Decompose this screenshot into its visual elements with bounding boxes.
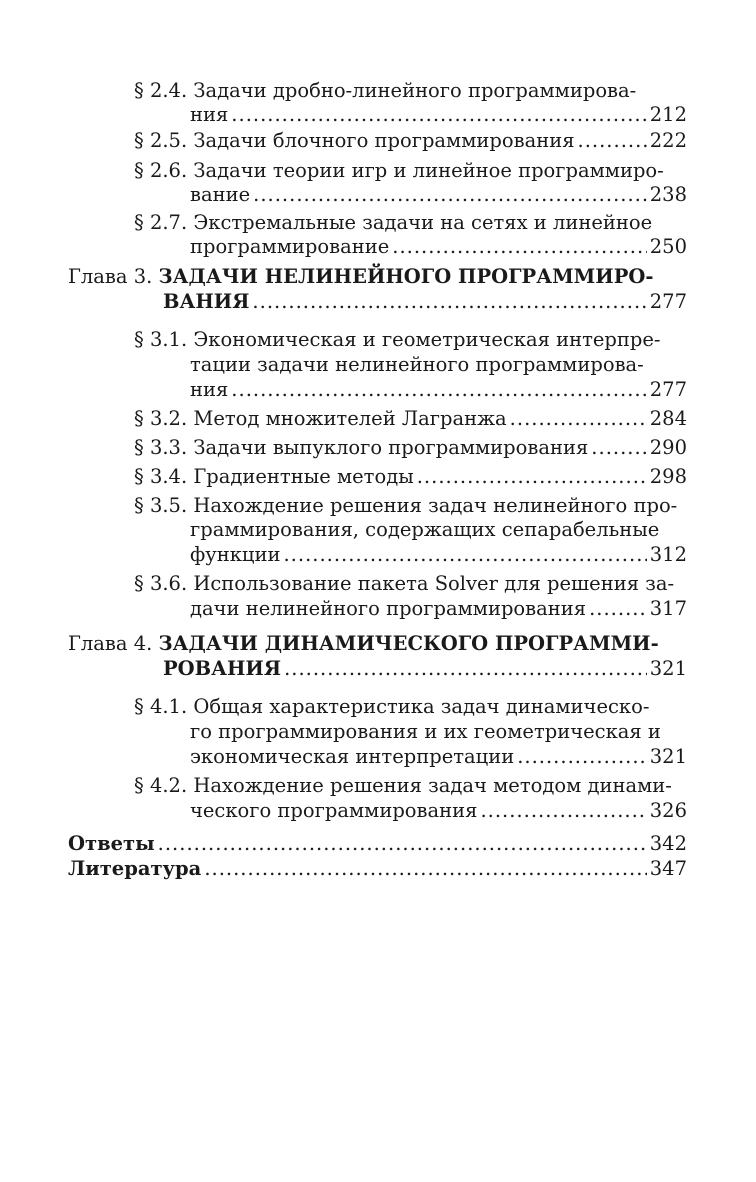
page-number: 321 [649, 657, 687, 680]
page-number: 277 [649, 290, 687, 313]
toc-entry-line [190, 718, 689, 746]
leader-dots [231, 101, 646, 129]
page-number: 347 [649, 857, 687, 880]
toc-entry-line [134, 405, 687, 433]
toc-entry-line [190, 233, 687, 261]
page-number: 250 [649, 235, 687, 258]
toc-entry-line [163, 655, 687, 683]
toc-entry-text: § 3.3. Задачи выпуклого программирования [134, 436, 589, 459]
leader-dots [253, 181, 647, 209]
toc-entry-line [68, 855, 687, 883]
toc-entry-text: § 3.6. Использование пакета Solver для решения за- [134, 572, 675, 595]
toc-entry-line [134, 693, 689, 721]
toc-entry-line [68, 830, 687, 858]
toc-entry-text: дачи нелинейного программирования [190, 597, 587, 620]
leader-dots [510, 405, 647, 433]
toc-entry-text: программирование [190, 235, 390, 258]
chapter-title: ЗАДАЧИ ДИНАМИЧЕСКОГО ПРОГРАММИ- [158, 632, 659, 655]
page-number: 284 [649, 407, 687, 430]
page-number: 222 [649, 129, 687, 152]
toc-entry-text: § 2.5. Задачи блочного программирования [134, 129, 575, 152]
leader-dots [480, 797, 646, 825]
leader-dots [417, 463, 647, 491]
toc-entry-line [190, 181, 687, 209]
toc-entry-text: функции [190, 543, 281, 566]
leader-dots [591, 434, 646, 462]
toc-entry-line [134, 570, 689, 598]
chapter-label: Глава 4. [68, 632, 159, 655]
chapter-heading [68, 630, 689, 658]
leader-dots [204, 855, 646, 883]
page-number: 238 [649, 183, 687, 206]
page-number: 317 [649, 597, 687, 620]
toc-entry-text: экономическая интерпретации [190, 745, 515, 768]
toc-entry-text: граммирования, содержащих сепарабельные [190, 518, 660, 541]
toc-entry-text: вание [190, 183, 251, 206]
toc-entry-line [190, 541, 687, 569]
toc-entry-text: § 2.6. Задачи теории игр и линейное программиро- [134, 159, 664, 182]
toc-entry-line [134, 463, 687, 491]
toc-entry-line [190, 376, 687, 404]
page-number: 212 [649, 103, 687, 126]
leader-dots [252, 288, 646, 316]
page-number: 277 [649, 378, 687, 401]
leader-dots [517, 743, 647, 771]
toc-entry-line [163, 288, 687, 316]
leader-dots [578, 127, 647, 155]
page-number: 321 [649, 745, 687, 768]
leader-dots [392, 233, 647, 261]
page-number: 298 [649, 465, 687, 488]
toc-entry-text: § 2.7. Экстремальные задачи на сетях и линейное [134, 211, 653, 234]
toc-entry-text: § 4.2. Нахождение решения задач методом динами- [134, 774, 672, 797]
chapter-heading [68, 263, 689, 291]
toc-entry-text: го программирования и их геометрическая и [190, 720, 661, 743]
toc-entry-line [134, 326, 689, 354]
toc-entry-text: § 3.5. Нахождение решения задач нелинейного про- [134, 494, 678, 517]
toc-entry-text: § 2.4. Задачи дробно-линейного программирова- [134, 79, 637, 102]
page-number: 290 [649, 436, 687, 459]
toc-entry-line [134, 772, 689, 800]
toc-entry-line [134, 434, 687, 462]
page-number: 326 [649, 799, 687, 822]
toc-entry-line [190, 595, 687, 623]
page-number: 342 [649, 832, 687, 855]
chapter-label: Глава 3. [68, 265, 159, 288]
leader-dots [283, 541, 646, 569]
toc-entry-text: ния [190, 378, 229, 401]
chapter-title: ЗАДАЧИ НЕЛИНЕЙНОГО ПРОГРАММИРО- [158, 265, 654, 288]
leader-dots [158, 830, 647, 858]
toc-entry-line [190, 101, 687, 129]
toc-entry-line [190, 797, 687, 825]
toc-entry-text: ческого программирования [190, 799, 478, 822]
toc-entry-text: § 3.1. Экономическая и геометрическая интерпре- [134, 328, 661, 351]
toc-entry-line [190, 516, 689, 544]
leader-dots [284, 655, 647, 683]
toc-entry-text: § 3.4. Градиентные методы [134, 465, 414, 488]
leader-dots [589, 595, 647, 623]
toc-entry-text: Литература [68, 857, 202, 880]
chapter-title: ВАНИЯ [163, 290, 250, 313]
toc-entry-text: Ответы [68, 832, 155, 855]
toc-entry-line [190, 351, 689, 379]
toc-entry-line [134, 127, 687, 155]
page-number: 312 [649, 543, 687, 566]
toc-entry-line [190, 743, 687, 771]
leader-dots [231, 376, 646, 404]
chapter-title: РОВАНИЯ [163, 657, 282, 680]
toc-entry-text: § 4.1. Общая характеристика задач динамическо- [134, 695, 650, 718]
toc-entry-text: § 3.2. Метод множителей Лагранжа [134, 407, 507, 430]
toc-entry-text: тации задачи нелинейного программирова- [190, 353, 644, 376]
toc-entry-text: ния [190, 103, 229, 126]
